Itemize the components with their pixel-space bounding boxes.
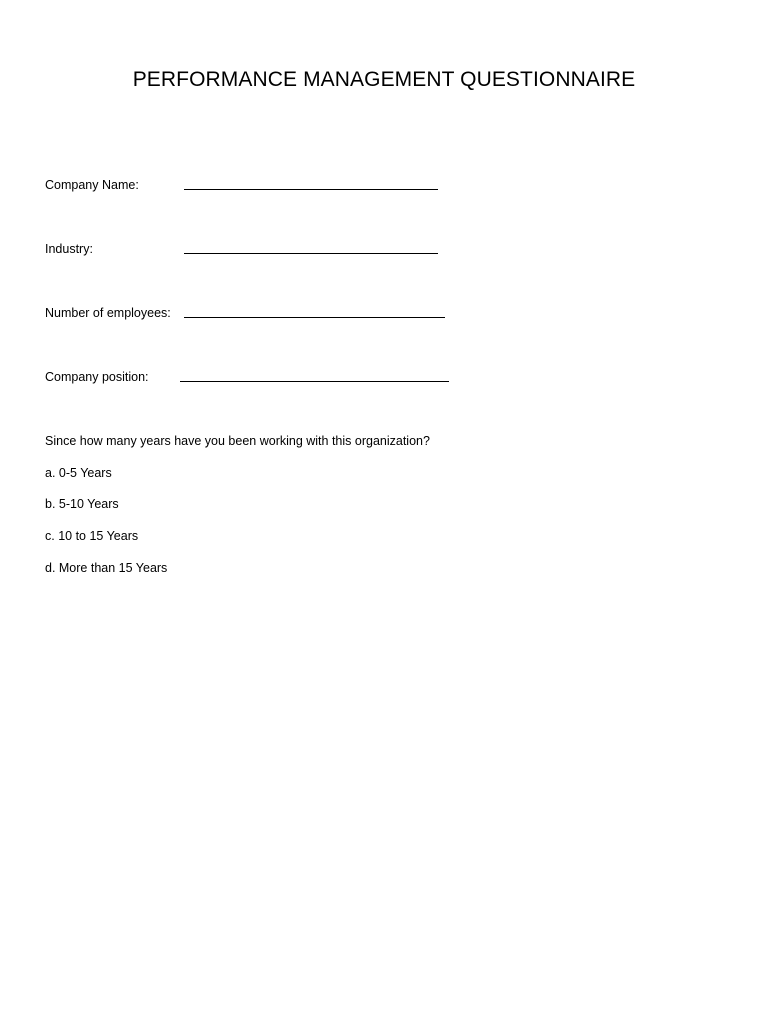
blank-line-company-position[interactable]	[180, 381, 449, 382]
field-label-company-position: Company position:	[45, 370, 149, 384]
blank-line-number-of-employees[interactable]	[184, 317, 445, 318]
option-c[interactable]: c. 10 to 15 Years	[45, 529, 139, 543]
field-label-industry: Industry:	[45, 242, 93, 256]
option-b[interactable]: b. 5-10 Years	[45, 497, 119, 511]
option-a[interactable]: a. 0-5 Years	[45, 466, 112, 480]
question-years-with-organization: Since how many years have you been working with this organization?	[45, 434, 430, 448]
blank-line-company-name[interactable]	[184, 189, 438, 190]
field-label-number-of-employees: Number of employees:	[45, 306, 171, 320]
option-d[interactable]: d. More than 15 Years	[45, 561, 168, 575]
field-label-company-name: Company Name:	[45, 178, 139, 192]
blank-line-industry[interactable]	[184, 253, 438, 254]
document-title: PERFORMANCE MANAGEMENT QUESTIONNAIRE	[132, 68, 636, 91]
